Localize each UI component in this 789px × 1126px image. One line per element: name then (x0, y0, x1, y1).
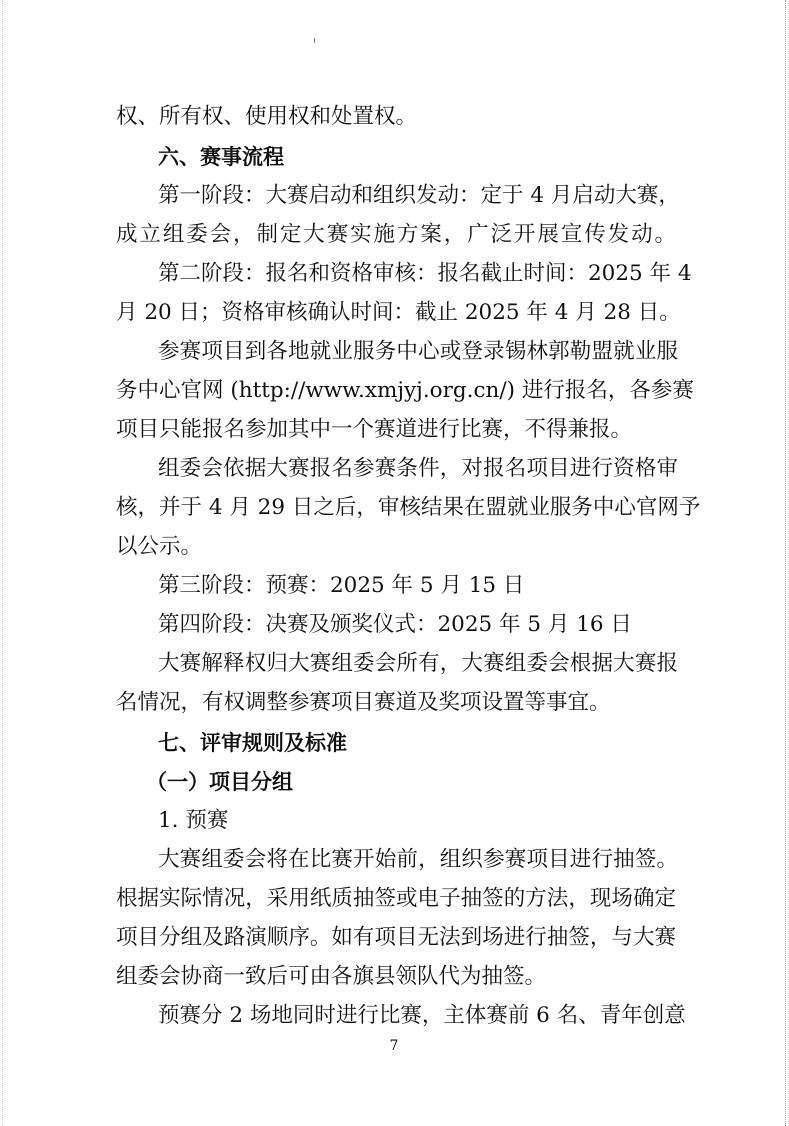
paragraph-line: 务中心官网 (http://www.xmjyj.org.cn/) 进行报名，各参赛 (116, 378, 694, 403)
paragraph-line: 权、所有权、使用权和处置权。 (116, 104, 418, 129)
paragraph-line: 第一阶段：大赛启动和组织发动：定于 4 月启动大赛， (158, 183, 680, 208)
paragraph-line: 第四阶段：决赛及颁奖仪式：2025 年 5 月 16 日 (158, 612, 632, 637)
paragraph-line: 项目只能报名参加其中一个赛道进行比赛，不得兼报。 (116, 417, 633, 442)
paragraph-line: 核，并于 4 月 29 日之后，审核结果在盟就业服务中心官网予 (116, 495, 701, 520)
scan-edge-left (0, 0, 3, 1126)
paragraph-line: 预赛分 2 场地同时进行比赛，主体赛前 6 名、青年创意 (158, 1003, 686, 1028)
paragraph-line: 组委会协商一致后可由各旗县领队代为抽签。 (116, 964, 547, 989)
section-heading-review: 七、评审规则及标准 (158, 731, 347, 755)
paragraph-line: 项目分组及路演顺序。如有项目无法到场进行抽签，与大赛 (116, 925, 676, 950)
paragraph-line: 名情况，有权调整参赛项目赛道及奖项设置等事宜。 (116, 690, 611, 715)
paragraph-line: 组委会依据大赛报名参赛条件，对报名项目进行资格审 (158, 456, 678, 481)
paragraph-line: 大赛组委会将在比赛开始前，组织参赛项目进行抽签。 (158, 847, 678, 872)
paragraph-line: 大赛解释权归大赛组委会所有，大赛组委会根据大赛报 (158, 651, 678, 676)
scan-speck (314, 38, 315, 43)
paragraph-line: 以公示。 (116, 534, 203, 559)
list-heading-prelim: 1. 预赛 (158, 808, 229, 833)
paragraph-line: 第三阶段：预赛：2025 年 5 月 15 日 (158, 573, 525, 598)
paragraph-line: 成立组委会，制定大赛实施方案，广泛开展宣传发动。 (116, 222, 676, 247)
section-heading-process: 六、赛事流程 (158, 145, 284, 169)
paragraph-line: 参赛项目到各地就业服务中心或登录锡林郭勒盟就业服 (158, 339, 678, 364)
page-number: 7 (389, 1038, 399, 1054)
subsection-heading-grouping: （一）项目分组 (146, 770, 293, 794)
paragraph-line: 第二阶段：报名和资格审核：报名截止时间：2025 年 4 (158, 261, 692, 286)
paragraph-line: 根据实际情况，采用纸质抽签或电子抽签的方法，现场确定 (116, 886, 676, 911)
paragraph-line: 月 20 日；资格审核确认时间：截止 2025 年 4 月 28 日。 (116, 300, 681, 325)
scan-edge-right (785, 0, 789, 1126)
